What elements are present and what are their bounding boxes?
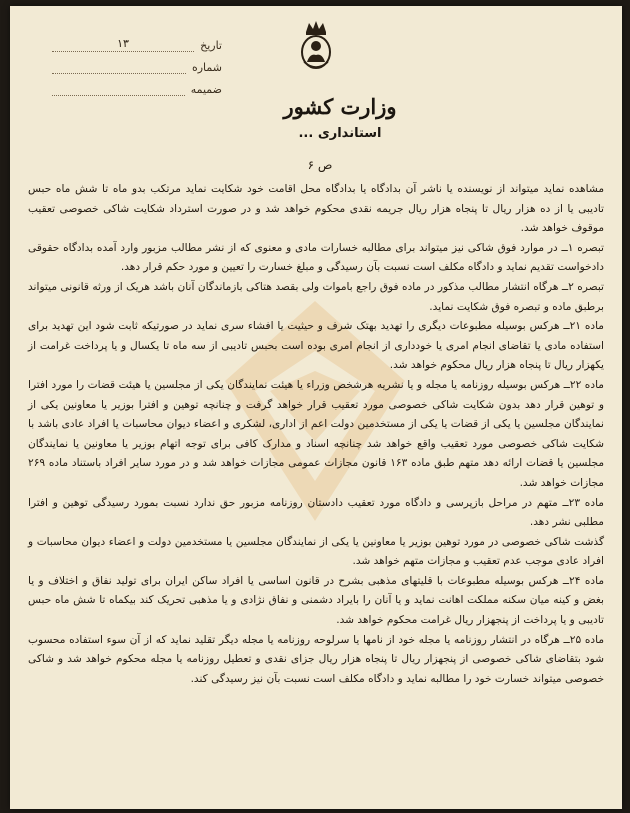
number-label: شماره [191,61,222,74]
paragraph-5: ماده ۲۲ــ هرکس بوسیله روزنامه یا مجله و یا نشریه هرشخص وزراء یا هیئت نمایندگان یکی از مجلسین یا هیئت قضات را مورد افترا و توهین قرار دهد بدون شکایت شاکی خصوصی مورد تعقیب قرار خواهد گرفت و چنانچه توهین و افترا بوزیر یا معاونین یکی از نمایندگان مجلسین یا یکی از قضات یا یکی از مستخدمین دولت اعم از اداری، لشکری و اعضاء دیوان محاسبات یا افراد عادی باشد با شکایت شاکی خصوصی مورد تعقیب واقع خواهد شد چنانچه اسناد و مدارک کافی برای توجه اتهام بوزیر یا معاونین یا نمایندگان مجلسین یا قضات ارائه دهد متهم طبق ماده ۱۶۳ قانون مجازات عمومی مجازات خواهد شد و در مورد سایر افراد باستناد ماده ۲۶۹ مجازات خواهد شد. [28,378,605,489]
letter-meta-block [52,30,222,96]
document-page [10,6,622,809]
number-value [52,59,186,74]
number-row [52,52,222,74]
date-label: تاریخ [200,39,222,52]
attachment-value [52,81,185,96]
lion-and-sun-emblem-icon [298,18,334,74]
date-value: ۱۳ [52,37,194,52]
paragraph-2: تبصره ۱ــ در موارد فوق شاکی نیز میتواند برای مطالبه خسارات مادی و معنوی که از نشر مطالب مزبور وارد آمده بدادگاه حقوقی دادخواست تقدیم نماید و دادگاه مکلف است نسبت بآن رسیدگی و مبلغ خسارت را تعیین و مورد حکم قرار دهد. [28,241,604,274]
attachment-label: ضمیمه [190,83,222,96]
paragraph-6: ماده ۲۳ــ متهم در مراحل بازپرسی و دادگاه مورد تعقیب دادستان روزنامه مزبور حق ندارد نسبت بمورد رسیدگی توهین و افترا مطلبی نشر دهد. [28,496,604,529]
paragraph-7: گذشت شاکی خصوصی در مورد توهین بوزیر یا معاونین یا یکی از نمایندگان مجلسین یا مستخدمین دولت و اعضاء دیوان محاسبات و افراد عادی موجب عدم تعقیب و مجازات متهم خواهد شد. [28,535,604,568]
office-subtitle: استانداری ... [298,126,382,141]
date-row [52,30,222,52]
paragraph-4: ماده ۲۱ــ هرکس بوسیله مطبوعات دیگری را تهدید بهتک شرف و حیثیت یا افشاء سری نماید در صورتیکه ثابت شود این تهدید برای استفاده مادی یا تقاضای انجام امری یا خودداری از انجام امری بوده است بحبس تادیبی از سه ماه تا یکسال و یا پرداخت غرامت از یکهزار ریال تا پنجاه هزار ریال محکوم خواهد شد. [28,320,604,372]
paragraph-8: ماده ۲۴ــ هرکس بوسیله مطبوعات با قلیتهای مذهبی بشرح در قانون اساسی یا افراد ساکن ایران برای تولید نفاق و اختلاف و یا بغض و کینه میان سکنه مملکت اهانت نماید و یا آنان را بایراد دشمنی و نفاق نژادی و یا مذهبی تحریک کند بیکماه تا شش ماه حبس تادیبی و یا پرداخت از پنجهزار ریال غرامت محکوم خواهد شد. [28,574,604,627]
paragraph-9: ماده ۲۵ــ هرگاه در انتشار روزنامه یا مجله خود از نامها یا سرلوحه روزنامه یا مجله دیگر تقلید نماید که از آن سوء استفاده محسوب شود بتقاضای شاکی خصوصی از پنجهزار ریال تا پنجاه هزار ریال جزای نقدی و تعطیل روزنامه یا مجله محکوم خواهد شد و شاکی خصوصی میتواند خسارت خود را مطالبه نماید و دادگاه مکلف است نسبت بآن نیز رسیدگی کند. [28,633,604,685]
paragraph-1: مشاهده نماید میتواند از نویسنده یا ناشر آن بدادگاه یا بدادگاه محل اقامت خود شکایت نماید مرتکب بدو ماه تا شش ماه حبس تادیبی یا از ده هزار ریال تا پنجاه هزار ریال جریمه نقدی محکوم خواهد شد و در صورت استرداد شکایت شاکی خصوصی تعقیب موقوف خواهد شد. [28,183,604,235]
ministry-title: وزارت کشور [283,94,397,119]
document-body [28,180,604,689]
attachment-row [52,74,222,96]
paragraph-3: تبصره ۲ــ هرگاه انتشار مطالب مذکور در ماده فوق راجع باموات ولی بقصد هتاکی بازماندگان آنان باشد هریک از ورثه قانونی میتواند برطبق ماده و تبصره فوق شکایت نماید. [28,280,604,313]
page-number: ص ۶ [307,158,333,172]
